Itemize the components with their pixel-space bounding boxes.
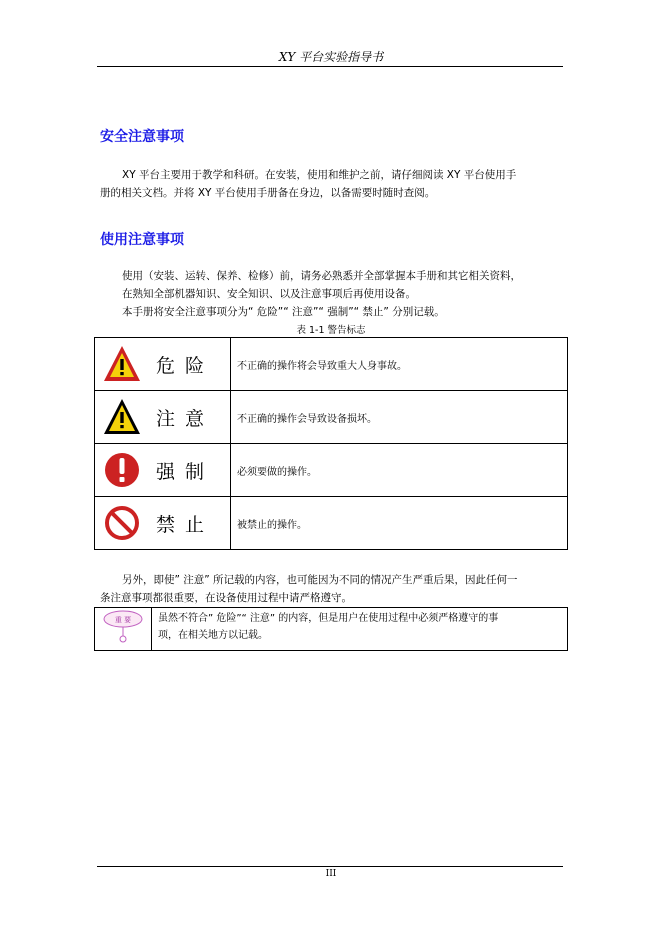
important-note-table xyxy=(94,607,568,651)
table-row-caution xyxy=(95,391,568,444)
danger-triangle-icon xyxy=(102,344,142,384)
warning-signs-table xyxy=(94,337,568,550)
mandatory-circle-icon xyxy=(102,450,142,490)
usage-line-3: 本手册将安全注意事项分为“ 危险”“ 注意”“ 强制”“ 禁止” 分别记载。 xyxy=(122,306,445,318)
prohibited-description: 被禁止的操作。 xyxy=(231,497,568,550)
important-text xyxy=(152,608,568,651)
safety-paragraph xyxy=(100,166,570,202)
table-row-danger xyxy=(95,338,568,391)
footer-rule xyxy=(97,866,563,867)
note-paragraph xyxy=(100,571,570,607)
important-line-2: 项，在相关地方以记载。 xyxy=(158,630,268,641)
prohibited-circle-icon xyxy=(102,503,142,543)
note-line-2: 条注意事项都很重要，在设备使用过程中请严格遵守。 xyxy=(100,592,352,604)
page-number: III xyxy=(325,869,337,879)
header-rule xyxy=(97,66,563,67)
usage-line-2: 在熟知全部机器知识、安全知识、以及注意事项后再使用设备。 xyxy=(122,288,416,300)
mandatory-description: 必须要做的操作。 xyxy=(231,444,568,497)
table-row-mandatory xyxy=(95,444,568,497)
danger-description: 不正确的操作将会导致重大人身事故。 xyxy=(231,338,568,391)
prohibited-label: 禁止 xyxy=(156,513,215,536)
section-heading-usage: 使用注意事项 xyxy=(100,232,184,248)
table-row-prohibited xyxy=(95,497,568,550)
safety-line-1: XY 平台主要用于教学和科研。在安装，使用和维护之前，请仔细阅读 XY 平台使用手 xyxy=(122,169,517,181)
usage-line-1: 使用（安装、运转、保养、检修）前，请务必熟悉并全部掌握本手册和其它相关资料， xyxy=(122,270,521,282)
caution-triangle-icon xyxy=(102,397,142,437)
caution-description: 不正确的操作会导致设备损坏。 xyxy=(231,391,568,444)
usage-paragraph xyxy=(122,267,572,321)
important-row xyxy=(95,608,568,651)
table-caption: 表 1-1 警告标志 xyxy=(296,325,366,336)
section-heading-safety: 安全注意事项 xyxy=(100,129,184,145)
important-note-icon xyxy=(101,609,145,643)
safety-line-2: 册的相关文档。并将 XY 平台使用手册备在身边，以备需要时随时查阅。 xyxy=(100,187,436,199)
note-line-1: 另外，即使” 注意” 所记载的内容，也可能因为不同的情况产生严重后果，因此任何一 xyxy=(122,574,518,586)
header-title: XY 平台实验指导书 xyxy=(278,50,384,64)
important-line-1: 虽然不符合” 危险”“ 注意” 的内容，但是用户在使用过程中必须严格遵守的事 xyxy=(158,613,499,624)
caution-label: 注意 xyxy=(156,407,215,430)
important-icon-label: 重 要 xyxy=(114,616,132,624)
mandatory-label: 强制 xyxy=(156,460,215,483)
danger-label: 危险 xyxy=(156,354,215,377)
